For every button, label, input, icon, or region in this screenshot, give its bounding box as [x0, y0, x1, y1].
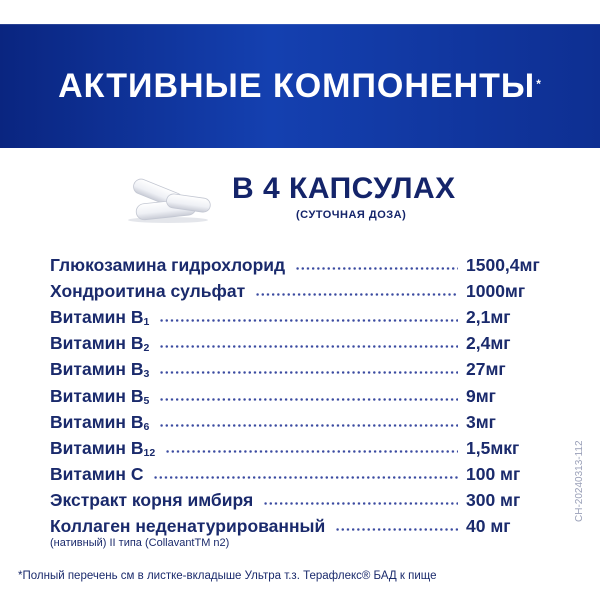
component-subscript: 5 — [143, 394, 150, 407]
component-name — [50, 464, 143, 485]
title-footnote-mark: * — [536, 77, 542, 91]
dose-subtitle: (СУТОЧНАЯ ДОЗА) — [296, 209, 407, 221]
component-name-text: Витамин B — [50, 359, 144, 380]
component-name-text: Хондроитина сульфат — [50, 280, 246, 301]
component-name — [50, 386, 149, 407]
component-name — [50, 490, 253, 511]
component-name-text: Витамин B — [50, 411, 144, 432]
component-row — [50, 252, 570, 278]
component-subscript: 12 — [143, 446, 156, 459]
side-code: CH-20240313-112 — [574, 440, 585, 522]
component-row — [50, 383, 570, 409]
component-name — [50, 438, 155, 459]
component-row — [50, 304, 570, 330]
component-row — [50, 278, 570, 304]
component-subscript: 6 — [143, 420, 150, 433]
component-value: 1,5мкг — [466, 437, 520, 458]
component-name-text: Экстракт корня имбиря — [50, 490, 254, 511]
header-banner — [0, 0, 600, 148]
component-subscript: 3 — [143, 368, 150, 381]
component-value: 3мг — [466, 411, 496, 432]
dotted-leader — [153, 476, 458, 479]
component-row — [50, 331, 570, 357]
component-name-text: Витамин B — [50, 306, 144, 327]
capsules-icon — [118, 178, 214, 224]
dotted-leader — [159, 345, 458, 348]
component-name — [50, 516, 325, 537]
component-name — [50, 281, 245, 302]
component-name-text: Коллаген неденатурированный — [50, 516, 326, 537]
component-value: 27мг — [466, 359, 506, 380]
component-value: 1000мг — [466, 280, 526, 301]
component-subscript: 2 — [143, 342, 150, 355]
component-name-text: Витамин С — [50, 464, 144, 485]
component-value: 300 мг — [466, 490, 521, 511]
component-value: 9мг — [466, 385, 496, 406]
dotted-leader — [159, 371, 458, 374]
component-name — [50, 412, 149, 433]
component-row — [50, 409, 570, 435]
component-subscript: 1 — [143, 315, 150, 328]
component-value: 2,1мг — [466, 306, 511, 327]
component-name — [50, 307, 149, 328]
component-value: 100 мг — [466, 464, 521, 485]
components-list — [50, 252, 570, 540]
collagen-note: (нативный) II типа (CollavantTM n2) — [50, 537, 230, 549]
page-title-text: АКТИВНЫЕ КОМПОНЕНТЫ — [58, 67, 536, 105]
component-name — [50, 359, 149, 380]
dose-title: В 4 КАПСУЛАХ — [232, 172, 456, 205]
component-name — [50, 333, 149, 354]
component-name-text: Витамин B — [50, 333, 144, 354]
component-value: 2,4мг — [466, 333, 511, 354]
component-value: 40 мг — [466, 516, 511, 537]
dotted-leader — [159, 424, 458, 427]
component-name — [50, 255, 285, 276]
component-name-text: Витамин B — [50, 385, 144, 406]
dotted-leader — [255, 293, 458, 296]
component-name-text: Глюкозамина гидрохлорид — [50, 254, 286, 275]
page-title — [0, 66, 600, 106]
dotted-leader — [165, 450, 458, 453]
component-name-text: Витамин B — [50, 437, 144, 458]
component-value: 1500,4мг — [466, 254, 540, 275]
component-row — [50, 488, 570, 514]
dotted-leader — [159, 398, 458, 401]
footnote: *Полный перечень см в листке-вкладыше Ультра т.з. Терафлекс® БАД к пище — [18, 570, 437, 582]
component-row — [50, 357, 570, 383]
component-row — [50, 435, 570, 461]
component-row — [50, 462, 570, 488]
dotted-leader — [159, 319, 458, 322]
header-top-strip — [0, 0, 600, 24]
dotted-leader — [335, 528, 458, 531]
dotted-leader — [295, 267, 458, 270]
dotted-leader — [263, 502, 458, 505]
